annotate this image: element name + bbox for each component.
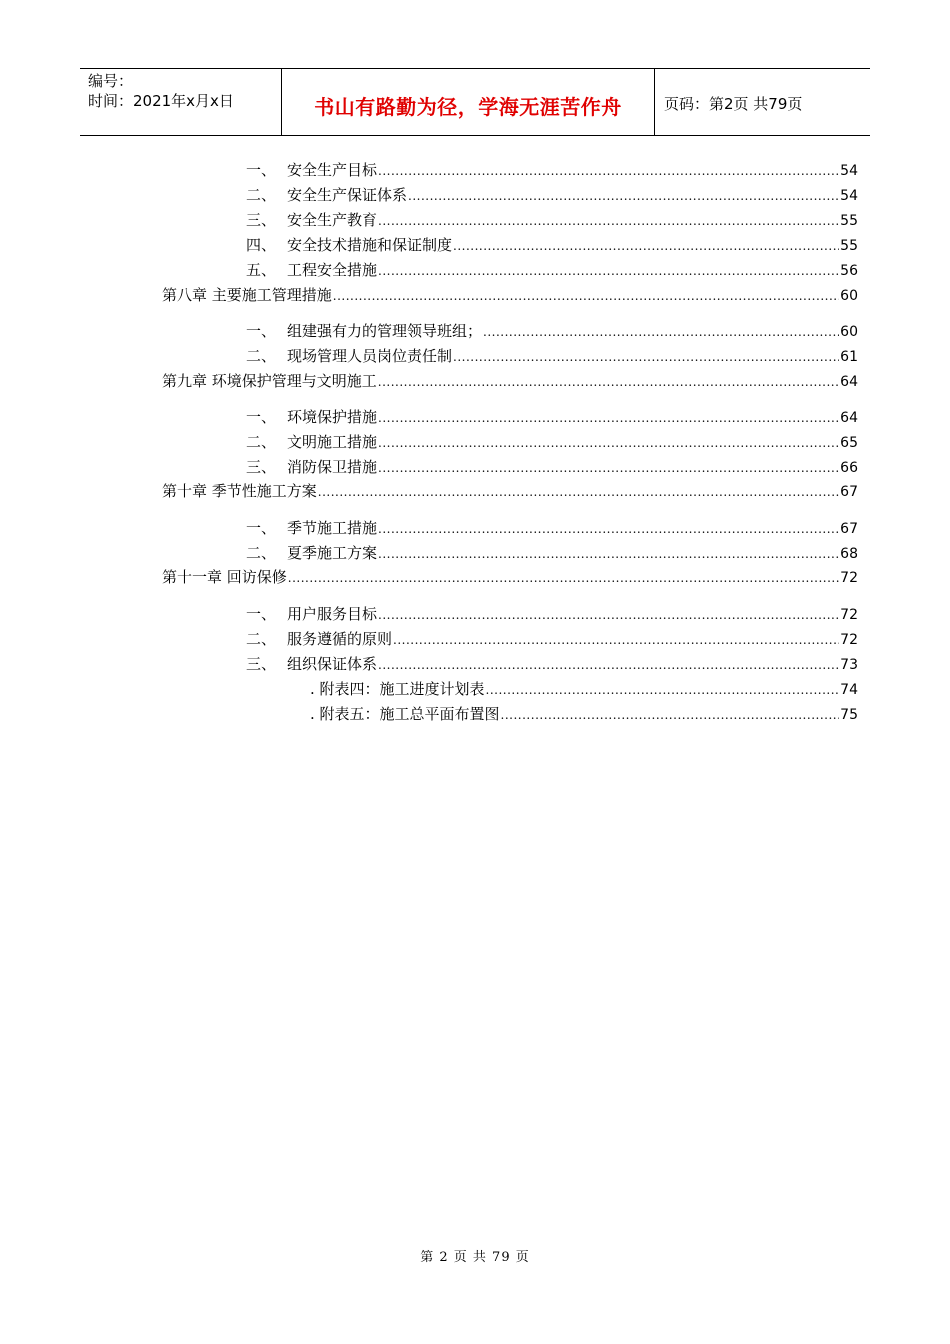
toc-section-entry[interactable] (246, 654, 858, 674)
toc-entry-title: 现场管理人员岗位责任制 (287, 347, 453, 365)
toc-section-entry[interactable] (246, 629, 858, 649)
toc-entry-page-number: 65 (840, 435, 858, 451)
toc-entry-page-number: 67 (840, 484, 858, 500)
toc-dot-leader (378, 261, 839, 281)
toc-entry-number: 二、 (246, 347, 277, 365)
toc-dot-leader (408, 186, 839, 206)
toc-entry-page-number: 74 (840, 682, 858, 698)
toc-entry-title: 第八章 主要施工管理措施 (162, 286, 332, 304)
toc-entry-title: 文明施工措施 (287, 433, 378, 451)
toc-chapter-entry[interactable] (162, 285, 858, 305)
page-header (80, 68, 870, 136)
toc-entry-title: 第十章 季节性施工方案 (162, 482, 317, 500)
toc-dot-leader (378, 408, 839, 428)
toc-entry-number: 三、 (246, 458, 277, 476)
toc-entry-title: 夏季施工方案 (287, 544, 378, 562)
toc-entry-page-number: 60 (840, 324, 858, 340)
toc-entry-title: . 附表四：施工进度计划表 (310, 680, 485, 698)
toc-entry-title: 季节施工措施 (287, 519, 378, 537)
toc-entry-page-number: 75 (840, 707, 858, 723)
toc-dot-leader (393, 630, 839, 650)
toc-section-entry[interactable] (246, 160, 858, 180)
toc-dot-leader (483, 322, 839, 342)
toc-chapter-entry[interactable] (162, 567, 858, 587)
header-divider (654, 69, 655, 135)
toc-section-entry[interactable] (246, 407, 858, 427)
toc-section-entry[interactable] (246, 346, 858, 366)
toc-dot-leader (378, 519, 839, 539)
toc-chapter-entry[interactable] (162, 481, 858, 501)
toc-entry-title: 安全生产保证体系 (287, 186, 408, 204)
toc-entry-number: 一、 (246, 408, 277, 426)
header-meta (88, 71, 280, 111)
document-number-label: 编号： (88, 72, 134, 90)
toc-appendix-entry[interactable] (310, 704, 858, 724)
toc-entry-page-number: 72 (840, 632, 858, 648)
toc-entry-number: 四、 (246, 236, 277, 254)
toc-entry-number: 五、 (246, 261, 277, 279)
toc-section-entry[interactable] (246, 432, 858, 452)
toc-dot-leader (288, 568, 839, 588)
toc-entry-number: 三、 (246, 211, 277, 229)
toc-entry-title: . 附表五：施工总平面布置图 (310, 705, 500, 723)
toc-section-entry[interactable] (246, 457, 858, 477)
toc-entry-title: 第十一章 回访保修 (162, 568, 287, 586)
toc-entry-number: 一、 (246, 322, 277, 340)
toc-entry-number: 一、 (246, 161, 277, 179)
toc-entry-page-number: 72 (840, 607, 858, 623)
toc-entry-number: 二、 (246, 433, 277, 451)
toc-entry-number: 二、 (246, 630, 277, 648)
toc-entry-title: 安全生产目标 (287, 161, 378, 179)
toc-entry-title: 工程安全措施 (287, 261, 378, 279)
toc-dot-leader (378, 605, 839, 625)
toc-entry-page-number: 67 (840, 521, 858, 537)
toc-entry-number: 一、 (246, 519, 277, 537)
toc-entry-title: 第九章 环境保护管理与文明施工 (162, 372, 377, 390)
toc-section-entry[interactable] (246, 543, 858, 563)
toc-dot-leader (318, 482, 839, 502)
page-footer: 第 2 页 共 79 页 (420, 1250, 530, 1265)
toc-entry-page-number: 64 (840, 374, 858, 390)
toc-entry-number: 二、 (246, 544, 277, 562)
toc-section-entry[interactable] (246, 235, 858, 255)
toc-section-entry[interactable] (246, 321, 858, 341)
toc-dot-leader (378, 544, 839, 564)
toc-dot-leader (453, 236, 839, 256)
toc-entry-title: 消防保卫措施 (287, 458, 378, 476)
toc-entry-page-number: 73 (840, 657, 858, 673)
toc-dot-leader (333, 286, 839, 306)
toc-entry-number: 一、 (246, 605, 277, 623)
toc-entry-page-number: 55 (840, 238, 858, 254)
toc-section-entry[interactable] (246, 260, 858, 280)
toc-section-entry[interactable] (246, 210, 858, 230)
toc-section-entry[interactable] (246, 604, 858, 624)
toc-chapter-entry[interactable] (162, 371, 858, 391)
toc-entry-title: 组织保证体系 (287, 655, 378, 673)
toc-entry-page-number: 54 (840, 188, 858, 204)
toc-dot-leader (501, 705, 840, 725)
toc-entry-page-number: 54 (840, 163, 858, 179)
toc-entry-number: 二、 (246, 186, 277, 204)
toc-entry-page-number: 72 (840, 570, 858, 586)
toc-entry-page-number: 55 (840, 213, 858, 229)
toc-entry-page-number: 61 (840, 349, 858, 365)
toc-entry-title: 服务遵循的原则 (287, 630, 393, 648)
toc-entry-title: 组建强有力的管理领导班组； (287, 322, 483, 340)
toc-section-entry[interactable] (246, 185, 858, 205)
toc-entry-title: 用户服务目标 (287, 605, 378, 623)
toc-dot-leader (378, 458, 839, 478)
document-date-label: 时间：2021年x月x日 (88, 92, 234, 110)
header-motto: 书山有路勤为径，学海无涯苦作舟 (314, 95, 622, 119)
toc-entry-title: 安全生产教育 (287, 211, 378, 229)
toc-section-entry[interactable] (246, 518, 858, 538)
toc-dot-leader (453, 347, 839, 367)
toc-appendix-entry[interactable] (310, 679, 858, 699)
toc-dot-leader (378, 161, 839, 181)
toc-entry-page-number: 64 (840, 410, 858, 426)
toc-dot-leader (378, 433, 839, 453)
toc-entry-title: 安全技术措施和保证制度 (287, 236, 453, 254)
toc-dot-leader (378, 372, 839, 392)
toc-entry-page-number: 68 (840, 546, 858, 562)
toc-entry-number: 三、 (246, 655, 277, 673)
toc-entry-page-number: 60 (840, 288, 858, 304)
toc-entry-page-number: 56 (840, 263, 858, 279)
toc-dot-leader (378, 211, 839, 231)
toc-dot-leader (486, 680, 840, 700)
toc-dot-leader (378, 655, 839, 675)
toc-entry-page-number: 66 (840, 460, 858, 476)
toc-entry-title: 环境保护措施 (287, 408, 378, 426)
header-page-info: 页码：第2页 共79页 (664, 95, 803, 113)
